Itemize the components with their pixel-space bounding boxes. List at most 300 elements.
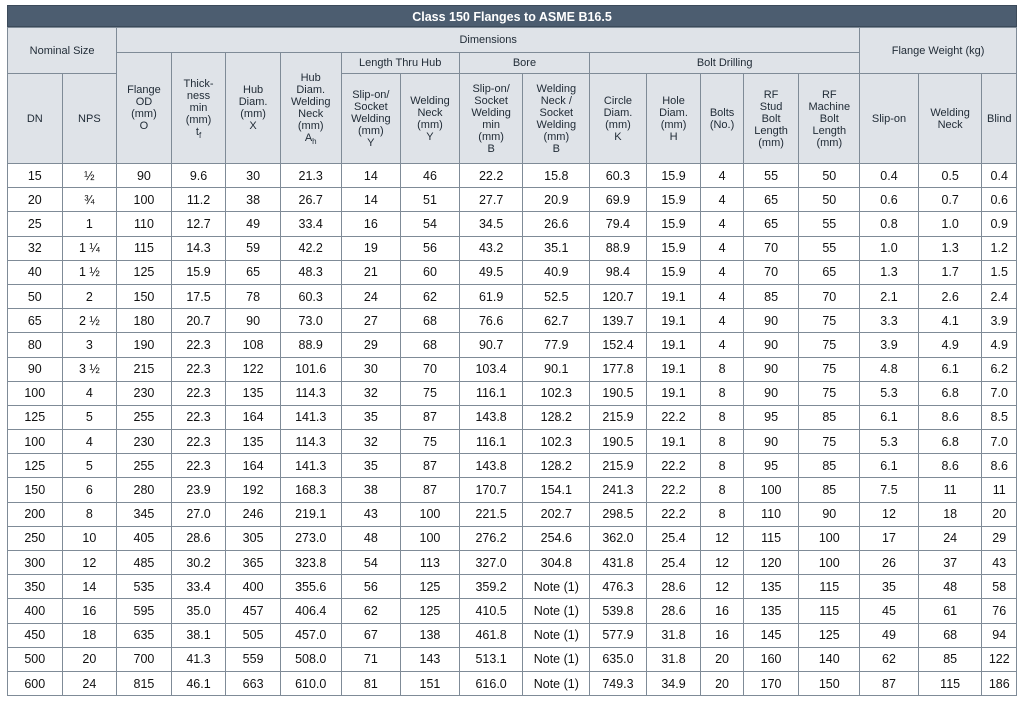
table-row	[8, 405, 1017, 429]
table-cell: 135	[743, 575, 799, 599]
table-cell: 81	[341, 671, 401, 695]
header-line: Slip-on	[871, 112, 907, 125]
table-cell: 31.8	[646, 647, 701, 671]
header-line: (mm)	[816, 136, 843, 149]
table-cell: 122	[982, 647, 1017, 671]
table-cell: 88.9	[280, 333, 341, 357]
table-cell: 6.1	[860, 454, 919, 478]
table-cell: 139.7	[590, 309, 647, 333]
table-cell: 8.6	[982, 454, 1017, 478]
table-cell: 14	[341, 164, 401, 188]
table-cell: 186	[982, 671, 1017, 695]
table-cell: 76.6	[459, 309, 523, 333]
header-line: Welding	[536, 118, 577, 131]
table-cell: 1.5	[982, 260, 1017, 284]
header-line: RF	[763, 88, 779, 101]
table-cell: 15.8	[523, 164, 590, 188]
table-cell: 8	[701, 502, 743, 526]
table-cell: 110	[117, 212, 172, 236]
table-cell: 22.2	[646, 478, 701, 502]
table-cell: 16	[701, 623, 743, 647]
table-cell: 125	[8, 405, 63, 429]
table-cell: 100	[117, 188, 172, 212]
table-cell: 140	[799, 647, 860, 671]
table-cell: 58	[982, 575, 1017, 599]
table-cell: 61.9	[459, 284, 523, 308]
col-flange-od	[117, 53, 172, 164]
header-line: (mm)	[417, 118, 443, 131]
header-line: RF	[821, 88, 837, 101]
table-cell: 102.3	[523, 381, 590, 405]
table-cell: 18	[62, 623, 117, 647]
header-line: ness	[186, 90, 211, 102]
table-cell: 125	[799, 623, 860, 647]
table-cell: 0.9	[982, 212, 1017, 236]
table-cell: 115	[799, 575, 860, 599]
table-cell: 100	[8, 381, 63, 405]
table-cell: 508.0	[280, 647, 341, 671]
table-cell: 23.9	[171, 478, 226, 502]
table-cell: 26.7	[280, 188, 341, 212]
header-line: OD	[135, 96, 153, 108]
table-cell: 9.6	[171, 164, 226, 188]
table-cell: 4	[701, 333, 743, 357]
header-line: Welding	[536, 82, 577, 95]
table-cell: 33.4	[171, 575, 226, 599]
table-cell: 202.7	[523, 502, 590, 526]
table-cell: 12	[701, 575, 743, 599]
table-cell: 68	[401, 333, 460, 357]
table-cell: 0.7	[918, 188, 982, 212]
col-weight-welding-neck	[918, 74, 982, 164]
table-cell: 69.9	[590, 188, 647, 212]
table-cell: 38.1	[171, 623, 226, 647]
table-cell: 22.2	[646, 454, 701, 478]
table-row	[8, 647, 1017, 671]
table-cell: 4.9	[918, 333, 982, 357]
table-cell: 2.4	[982, 284, 1017, 308]
table-cell: 405	[117, 526, 172, 550]
table-cell: 37	[918, 551, 982, 575]
table-cell: 138	[401, 623, 460, 647]
table-cell: 5	[62, 454, 117, 478]
table-cell: 190.5	[590, 381, 647, 405]
table-cell: 410.5	[459, 599, 523, 623]
table-cell: 45	[860, 599, 919, 623]
header-line: Hub	[243, 84, 264, 96]
table-cell: 2.1	[860, 284, 919, 308]
table-cell: 115	[743, 526, 799, 550]
table-cell: 22.3	[171, 454, 226, 478]
table-cell: 75	[799, 381, 860, 405]
table-cell: 276.2	[459, 526, 523, 550]
table-cell: 1.3	[918, 236, 982, 260]
table-cell: 78	[226, 284, 281, 308]
table-cell: 15.9	[646, 260, 701, 284]
table-cell: 79.4	[590, 212, 647, 236]
table-cell: 100	[401, 502, 460, 526]
table-cell: 539.8	[590, 599, 647, 623]
table-cell: 400	[8, 599, 63, 623]
table-cell: 95	[743, 454, 799, 478]
table-cell: 1	[62, 212, 117, 236]
table-cell: 16	[701, 599, 743, 623]
table-cell: 15.9	[646, 188, 701, 212]
table-cell: 110	[743, 502, 799, 526]
table-cell: 150	[8, 478, 63, 502]
table-row	[8, 284, 1017, 308]
table-cell: 60.3	[590, 164, 647, 188]
table-cell: 30	[341, 357, 401, 381]
table-cell: 635.0	[590, 647, 647, 671]
header-line: Welding	[410, 94, 450, 107]
table-cell: 8	[701, 405, 743, 429]
table-cell: 102.3	[523, 430, 590, 454]
table-cell: 65	[226, 260, 281, 284]
header-line: (mm)	[297, 120, 324, 132]
table-cell: 304.8	[523, 551, 590, 575]
table-cell: 54	[401, 212, 460, 236]
table-cell: 6	[62, 478, 117, 502]
table-cell: 4.9	[982, 333, 1017, 357]
table-cell: 103.4	[459, 357, 523, 381]
table-cell: 128.2	[523, 454, 590, 478]
header-line: min	[189, 102, 208, 114]
table-cell: 431.8	[590, 551, 647, 575]
table-cell: 76	[982, 599, 1017, 623]
table-cell: 75	[799, 357, 860, 381]
header-line: Y	[426, 130, 434, 143]
flange-table-container	[7, 5, 1017, 696]
table-cell: 254.6	[523, 526, 590, 550]
table-cell: 10	[62, 526, 117, 550]
table-cell: 15.9	[646, 164, 701, 188]
table-cell: 600	[8, 671, 63, 695]
table-cell: 48	[341, 526, 401, 550]
table-row	[8, 575, 1017, 599]
table-cell: 65	[799, 260, 860, 284]
table-cell: 15.9	[171, 260, 226, 284]
table-cell: 49.5	[459, 260, 523, 284]
table-cell: 22.2	[646, 405, 701, 429]
table-cell: 22.3	[171, 357, 226, 381]
header-line: Diam.	[296, 84, 326, 96]
table-cell: 3.9	[982, 309, 1017, 333]
header-line: A	[304, 132, 313, 144]
table-cell: 85	[743, 284, 799, 308]
col-rf-machine	[799, 74, 860, 164]
table-cell: 87	[401, 478, 460, 502]
table-cell: 40	[8, 260, 63, 284]
table-cell: 27	[341, 309, 401, 333]
table-cell: 345	[117, 502, 172, 526]
header-line: O	[139, 120, 149, 132]
table-cell: 49	[860, 623, 919, 647]
flange-table	[7, 27, 1017, 696]
table-cell: 150	[117, 284, 172, 308]
table-cell: 151	[401, 671, 460, 695]
table-cell: 43.2	[459, 236, 523, 260]
table-cell: 20.9	[523, 188, 590, 212]
table-cell: 700	[117, 647, 172, 671]
table-cell: 90	[799, 502, 860, 526]
header-line: Welding	[930, 106, 970, 119]
table-cell: 7.5	[860, 478, 919, 502]
table-cell: 19.1	[646, 430, 701, 454]
table-cell: 3	[62, 333, 117, 357]
header-length-thru-hub: Length Thru Hub	[341, 53, 459, 74]
header-line: Length	[812, 124, 847, 137]
table-cell: 120.7	[590, 284, 647, 308]
table-cell: 305	[226, 526, 281, 550]
table-cell: 6.1	[860, 405, 919, 429]
table-cell: 2	[62, 284, 117, 308]
table-cell: 22.3	[171, 405, 226, 429]
table-cell: 32	[341, 430, 401, 454]
table-cell: 24	[62, 671, 117, 695]
table-cell: 90	[226, 309, 281, 333]
table-body	[8, 164, 1017, 696]
table-cell: 61	[918, 599, 982, 623]
table-cell: 170	[743, 671, 799, 695]
table-cell: 4	[701, 188, 743, 212]
table-cell: 11.2	[171, 188, 226, 212]
table-row	[8, 430, 1017, 454]
table-cell: 70	[743, 236, 799, 260]
table-cell: 22.3	[171, 430, 226, 454]
table-cell: 12.7	[171, 212, 226, 236]
table-cell: 125	[401, 599, 460, 623]
table-cell: 19.1	[646, 309, 701, 333]
table-cell: 22.2	[459, 164, 523, 188]
header-line: (mm)	[478, 130, 504, 143]
table-row	[8, 671, 1017, 695]
table-cell: 71	[341, 647, 401, 671]
header-line: Hub	[300, 72, 321, 84]
table-cell: 108	[226, 333, 281, 357]
table-cell: 135	[226, 430, 281, 454]
table-row	[8, 551, 1017, 575]
table-cell: 22.3	[171, 333, 226, 357]
table-cell: 559	[226, 647, 281, 671]
table-cell: 90	[743, 357, 799, 381]
header-line: Thick-	[183, 78, 214, 90]
header-line: H	[669, 130, 678, 143]
table-cell: 20	[701, 647, 743, 671]
table-cell: 42.2	[280, 236, 341, 260]
table-row	[8, 502, 1017, 526]
table-cell: 115	[117, 236, 172, 260]
table-cell: 55	[799, 212, 860, 236]
table-cell: 90.7	[459, 333, 523, 357]
table-cell: 476.3	[590, 575, 647, 599]
table-cell: 100	[799, 526, 860, 550]
table-cell: 88.9	[590, 236, 647, 260]
table-cell: 8.6	[918, 405, 982, 429]
header-subscript: h	[312, 137, 317, 147]
header-line: Socket	[354, 100, 388, 113]
table-cell: 25.4	[646, 551, 701, 575]
table-cell: 95	[743, 405, 799, 429]
table-cell: 461.8	[459, 623, 523, 647]
table-cell: 115	[799, 599, 860, 623]
table-cell: 40.9	[523, 260, 590, 284]
table-cell: 16	[62, 599, 117, 623]
table-cell: 87	[401, 405, 460, 429]
table-cell: 85	[799, 478, 860, 502]
table-cell: 60.3	[280, 284, 341, 308]
table-cell: 12	[701, 551, 743, 575]
table-cell: 2 ½	[62, 309, 117, 333]
table-cell: 21.3	[280, 164, 341, 188]
table-cell: 12	[62, 551, 117, 575]
table-cell: 215.9	[590, 454, 647, 478]
table-cell: 70	[799, 284, 860, 308]
table-cell: 255	[117, 405, 172, 429]
table-cell: 38	[341, 478, 401, 502]
col-nps	[62, 74, 117, 164]
table-cell: 75	[401, 381, 460, 405]
table-cell: 90.1	[523, 357, 590, 381]
table-row	[8, 526, 1017, 550]
table-cell: 125	[117, 260, 172, 284]
table-cell: 3.9	[860, 333, 919, 357]
table-cell: 1.0	[918, 212, 982, 236]
table-cell: 30.2	[171, 551, 226, 575]
table-cell: 215.9	[590, 405, 647, 429]
header-line: Circle	[603, 94, 633, 107]
table-cell: 65	[743, 188, 799, 212]
table-cell: 17	[860, 526, 919, 550]
table-cell: 1 ½	[62, 260, 117, 284]
table-cell: 125	[401, 575, 460, 599]
table-cell: 14	[62, 575, 117, 599]
table-cell: 35	[860, 575, 919, 599]
table-cell: 19.1	[646, 381, 701, 405]
table-cell: 55	[743, 164, 799, 188]
table-cell: 85	[918, 647, 982, 671]
table-cell: 164	[226, 454, 281, 478]
table-cell: 25	[8, 212, 63, 236]
col-bolts	[701, 74, 743, 164]
header-line: Diam.	[603, 106, 633, 119]
header-line: B	[487, 142, 495, 155]
table-cell: 298.5	[590, 502, 647, 526]
table-cell: 14.3	[171, 236, 226, 260]
table-cell: 141.3	[280, 405, 341, 429]
table-row	[8, 357, 1017, 381]
table-cell: 116.1	[459, 381, 523, 405]
table-cell: 46	[401, 164, 460, 188]
table-cell: 1.2	[982, 236, 1017, 260]
header-line: Diam.	[659, 106, 688, 119]
table-row	[8, 381, 1017, 405]
table-cell: 87	[401, 454, 460, 478]
table-cell: 52.5	[523, 284, 590, 308]
col-weight-slip-on	[860, 74, 919, 164]
table-cell: 55	[799, 236, 860, 260]
header-flange-weight: Flange Weight (kg)	[860, 28, 1017, 74]
table-cell: 192	[226, 478, 281, 502]
table-cell: 200	[8, 502, 63, 526]
table-cell: 43	[982, 551, 1017, 575]
table-cell: 3 ½	[62, 357, 117, 381]
table-cell: 4	[701, 164, 743, 188]
table-cell: 230	[117, 430, 172, 454]
header-line: (No.)	[709, 118, 735, 131]
table-cell: 60	[401, 260, 460, 284]
table-cell: 0.6	[860, 188, 919, 212]
table-cell: 485	[117, 551, 172, 575]
header-subscript: f	[198, 131, 202, 141]
table-cell: 168.3	[280, 478, 341, 502]
header-line: K	[614, 130, 622, 143]
table-cell: 38	[226, 188, 281, 212]
table-cell: 616.0	[459, 671, 523, 695]
table-cell: 215	[117, 357, 172, 381]
table-cell: 32	[341, 381, 401, 405]
table-cell: 128.2	[523, 405, 590, 429]
table-cell: 27.7	[459, 188, 523, 212]
table-cell: 90	[743, 430, 799, 454]
table-cell: 100	[743, 478, 799, 502]
header-line: (mm)	[758, 136, 784, 149]
table-cell: 170.7	[459, 478, 523, 502]
table-cell: 120	[743, 551, 799, 575]
header-line: (mm)	[185, 114, 212, 126]
table-cell: 43	[341, 502, 401, 526]
table-cell: 94	[982, 623, 1017, 647]
table-cell: 221.5	[459, 502, 523, 526]
header-line: B	[552, 142, 560, 155]
header-line: Neck	[298, 108, 324, 120]
table-cell: 22.2	[646, 502, 701, 526]
header-line: t	[195, 126, 199, 138]
table-cell: 457.0	[280, 623, 341, 647]
header-line: Hole	[662, 94, 685, 107]
table-row	[8, 260, 1017, 284]
table-row	[8, 599, 1017, 623]
col-rf-stud	[743, 74, 799, 164]
table-row	[8, 236, 1017, 260]
table-cell: 50	[799, 188, 860, 212]
table-cell: 114.3	[280, 381, 341, 405]
table-cell: 31.8	[646, 623, 701, 647]
table-cell: 65	[743, 212, 799, 236]
table-cell: 51	[401, 188, 460, 212]
table-cell: 815	[117, 671, 172, 695]
table-cell: 35.0	[171, 599, 226, 623]
table-cell: 50	[8, 284, 63, 308]
table-cell: 1 ¼	[62, 236, 117, 260]
table-cell: 15	[8, 164, 63, 188]
header-line: Flange	[127, 84, 161, 96]
table-cell: 0.8	[860, 212, 919, 236]
table-cell: 150	[799, 671, 860, 695]
table-cell: 6.2	[982, 357, 1017, 381]
table-cell: 8	[701, 478, 743, 502]
table-cell: Note (1)	[523, 599, 590, 623]
table-row	[8, 478, 1017, 502]
table-cell: 17.5	[171, 284, 226, 308]
table-cell: 12	[860, 502, 919, 526]
table-cell: 8	[62, 502, 117, 526]
table-cell: 28.6	[646, 575, 701, 599]
table-cell: 113	[401, 551, 460, 575]
table-row	[8, 623, 1017, 647]
table-cell: 635	[117, 623, 172, 647]
table-cell: 35	[341, 405, 401, 429]
